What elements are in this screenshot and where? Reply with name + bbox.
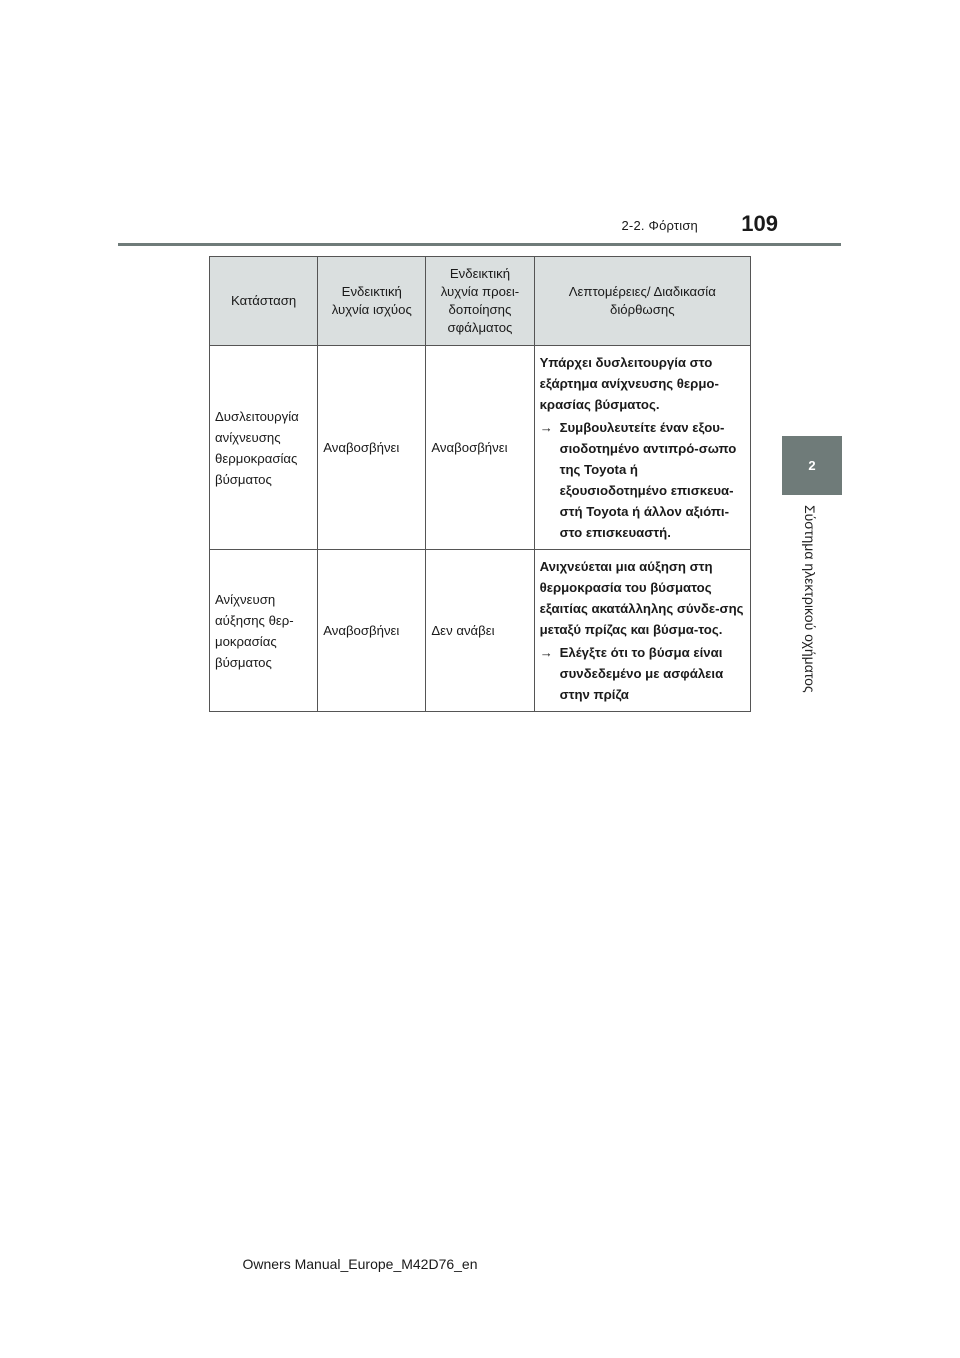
table-row xyxy=(210,346,751,550)
action-item xyxy=(540,642,745,705)
table-row xyxy=(210,550,751,712)
header-details: Λεπτομέρειες/ Διαδικασία διόρθωσης xyxy=(534,257,750,346)
warning-light-cell: Αναβοσβήνει xyxy=(426,346,534,550)
action-item xyxy=(540,417,745,543)
action-text: Ελέγξτε ότι το βύσμα είναι συνδεδεμένο με ασφάλεια στην πρίζα xyxy=(559,645,724,702)
header-divider xyxy=(118,243,841,246)
arrow-right-icon: → xyxy=(539,645,553,660)
condition-cell: Δυσλειτουργία ανίχνευσης θερμοκρασίας βύσματος xyxy=(210,346,318,550)
details-cell xyxy=(534,346,750,550)
footer-manual-id: Owners Manual_Europe_M42D76_en xyxy=(242,1256,478,1272)
details-cell xyxy=(534,550,750,712)
detail-text: Ανιχνεύεται μια αύξηση στη θερμοκρασία του βύσματος εξαιτίας ακατάλληλης σύνδε-σης μεταξύ πρίζας και βύσμα-τος. xyxy=(539,559,744,637)
header-power-light: Ενδεικτική λυχνία ισχύος xyxy=(318,257,426,346)
detail-text: Υπάρχει δυσλειτουργία στο εξάρτημα ανίχνευσης θερμο-κρασίας βύσματος. xyxy=(539,355,719,412)
page-number: 109 xyxy=(741,211,778,236)
charging-fault-table xyxy=(209,256,751,712)
power-light-cell: Αναβοσβήνει xyxy=(318,346,426,550)
section-title: 2-2. Φόρτιση xyxy=(621,218,698,233)
power-light-cell: Αναβοσβήνει xyxy=(318,550,426,712)
table-header-row xyxy=(210,257,751,346)
header-condition: Κατάσταση xyxy=(210,257,318,346)
arrow-right-icon: → xyxy=(539,420,553,435)
warning-light-cell: Δεν ανάβει xyxy=(426,550,534,712)
condition-cell: Ανίχνευση αύξησης θερ-μοκρασίας βύσματος xyxy=(210,550,318,712)
chapter-label: Σύστημα ηλεκτρικού οχήματος xyxy=(802,505,818,693)
action-text: Συμβουλευτείτε έναν εξου-σιοδοτημένο αντιπρό-σωπο της Toyota ή εξουσιοδοτημένο επισκευα-στή Toyota ή άλλον αξιόπι-στο επισκευαστή. xyxy=(559,420,737,540)
chapter-tab xyxy=(782,436,842,495)
header-warning-light: Ενδεικτική λυχνία προει-δοποίησης σφάλματος xyxy=(426,257,534,346)
chapter-number: 2 xyxy=(808,458,816,473)
